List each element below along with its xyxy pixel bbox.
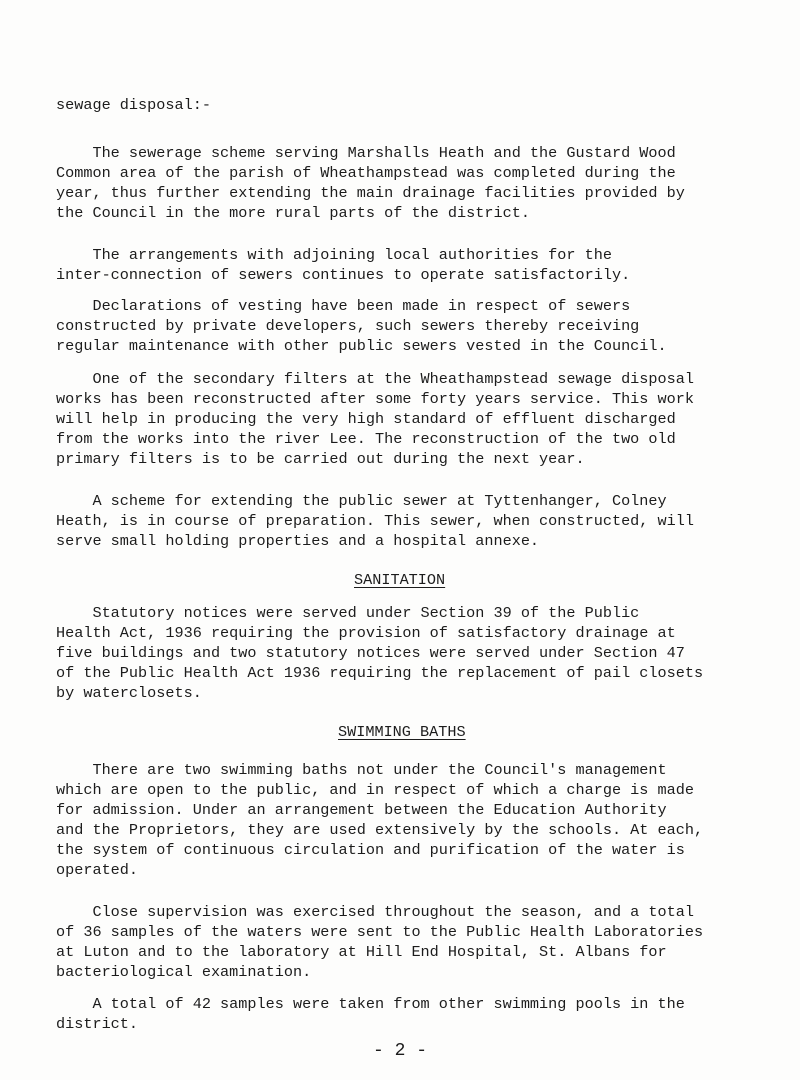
swimming-para-2-line-3: at Luton and to the laboratory at Hill End Hospital, St. Albans for	[56, 943, 667, 961]
swimming-para-1-line-1: There are two swimming baths not under the Council's management	[56, 761, 667, 779]
paragraph-5-line-2: Heath, is in course of preparation. This sewer, when constructed, will	[56, 512, 694, 530]
swimming-para-1-line-6: operated.	[56, 861, 139, 879]
page-number: - 2 -	[372, 1041, 427, 1061]
sanitation-line-5: by waterclosets.	[56, 684, 202, 702]
swimming-para-1-line-4: and the Proprietors, they are used extensively by the schools. At each,	[56, 821, 704, 839]
paragraph-3-line-3: regular maintenance with other public sewers vested in the Council.	[56, 337, 667, 355]
swimming-para-2-line-2: of 36 samples of the waters were sent to the Public Health Laboratories	[56, 923, 704, 941]
paragraph-1-line-4: the Council in the more rural parts of the district.	[56, 204, 530, 222]
sanitation-heading: SANITATION	[354, 571, 446, 589]
paragraph-3-line-1: Declarations of vesting have been made in respect of sewers	[56, 297, 631, 315]
swimming-para-3-line-1: A total of 42 samples were taken from other swimming pools in the	[56, 995, 685, 1013]
paragraph-4-line-1: One of the secondary filters at the Wheathampstead sewage disposal	[56, 370, 694, 388]
paragraph-4-line-5: primary filters is to be carried out during the next year.	[56, 450, 585, 468]
paragraph-1-line-1: The sewerage scheme serving Marshalls Heath and the Gustard Wood	[56, 144, 676, 162]
sanitation-line-2: Health Act, 1936 requiring the provision of satisfactory drainage at	[56, 624, 676, 642]
sanitation-line-4: of the Public Health Act 1936 requiring the replacement of pail closets	[56, 664, 704, 682]
swimming-para-2-line-1: Close supervision was exercised throughout the season, and a total	[56, 903, 694, 921]
paragraph-4-line-2: works has been reconstructed after some forty years service. This work	[56, 390, 694, 408]
paragraph-4-line-4: from the works into the river Lee. The reconstruction of the two old	[56, 430, 676, 448]
paragraph-5-line-3: serve small holding properties and a hospital annexe.	[56, 532, 540, 550]
swimming-para-1-line-2: which are open to the public, and in respect of which a charge is made	[56, 781, 694, 799]
paragraph-1-line-3: year, thus further extending the main drainage facilities provided by	[56, 184, 685, 202]
paragraph-2-line-1: The arrangements with adjoining local authorities for the	[56, 246, 612, 264]
swimming-para-1-line-5: the system of continuous circulation and purification of the water is	[56, 841, 685, 859]
paragraph-5-line-1: A scheme for extending the public sewer at Tyttenhanger, Colney	[56, 492, 667, 510]
swimming-para-3-line-2: district.	[56, 1015, 139, 1033]
paragraph-4-line-3: will help in producing the very high standard of effluent discharged	[56, 410, 676, 428]
swimming-para-1-line-3: for admission. Under an arrangement between the Education Authority	[56, 801, 667, 819]
paragraph-1-line-2: Common area of the parish of Wheathampstead was completed during the	[56, 164, 676, 182]
paragraph-3-line-2: constructed by private developers, such sewers thereby receiving	[56, 317, 640, 335]
swimming-baths-heading: SWIMMING BATHS	[338, 723, 466, 741]
intro-heading: sewage disposal:-	[56, 96, 211, 114]
paragraph-2-line-2: inter-connection of sewers continues to operate satisfactorily.	[56, 266, 631, 284]
swimming-para-2-line-4: bacteriological examination.	[56, 963, 312, 981]
sanitation-line-1: Statutory notices were served under Section 39 of the Public	[56, 604, 640, 622]
sanitation-line-3: five buildings and two statutory notices were served under Section 47	[56, 644, 685, 662]
